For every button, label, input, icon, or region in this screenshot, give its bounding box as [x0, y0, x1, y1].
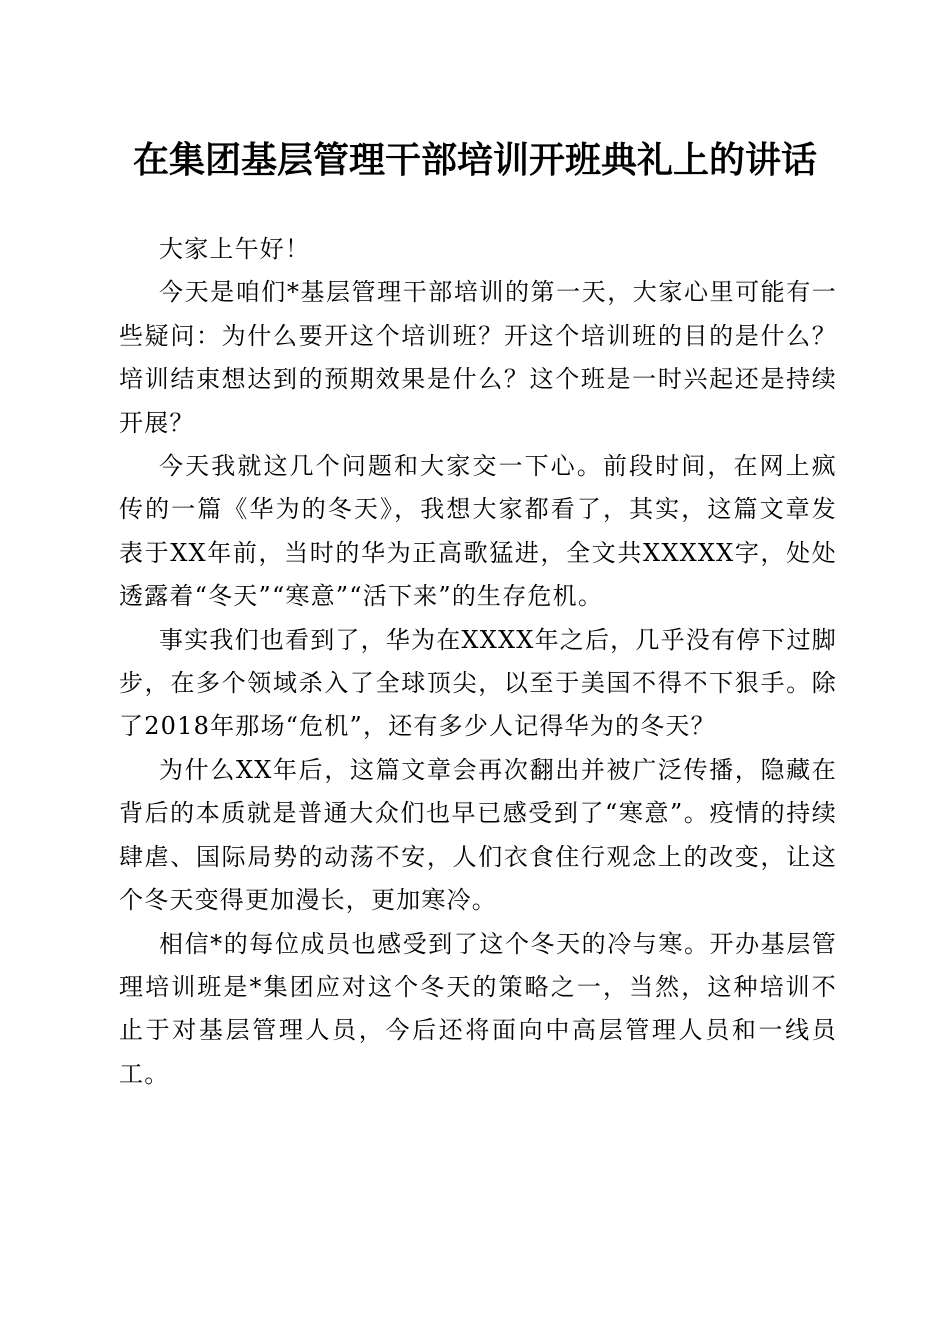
paragraph: 今天我就这几个问题和大家交一下心。前段时间，在网上疯传的一篇《华为的冬天》，我想大家都看了，其实，这篇文章发表于XX年前，当时的华为正高歌猛进，全文共XXXXX字，处处透露着“冬天”“寒意”“活下来”的生存危机。	[119, 452, 837, 611]
paragraph: 相信*的每位成员也感受到了这个冬天的冷与寒。开办基层管理培训班是*集团应对这个冬天的策略之一，当然，这种培训不止于对基层管理人员，今后还将面向中高层管理人员和一线员工。	[119, 929, 837, 1088]
paragraph: 今天是咱们*基层管理干部培训的第一天，大家心里可能有一些疑问：为什么要开这个培训班？开这个培训班的目的是什么？培训结束想达到的预期效果是什么？这个班是一时兴起还是持续开展？	[119, 278, 837, 437]
paragraph: 事实我们也看到了，华为在XXXX年之后，几乎没有停下过脚步，在多个领域杀入了全球顶尖，以至于美国不得不下狠手。除了2018年那场“危机”，还有多少人记得华为的冬天？	[119, 625, 837, 741]
document-body	[119, 228, 837, 1096]
paragraph: 为什么XX年后，这篇文章会再次翻出并被广泛传播，隐藏在背后的本质就是普通大众们也早已感受到了“寒意”。疫情的持续肆虐、国际局势的动荡不安，人们衣食住行观念上的改变，让这个冬天变得更加漫长，更加寒冷。	[119, 755, 837, 915]
page-title: 在集团基层管理干部培训开班典礼上的讲话	[132, 139, 817, 181]
paragraph-greeting: 大家上午好！	[159, 235, 311, 263]
